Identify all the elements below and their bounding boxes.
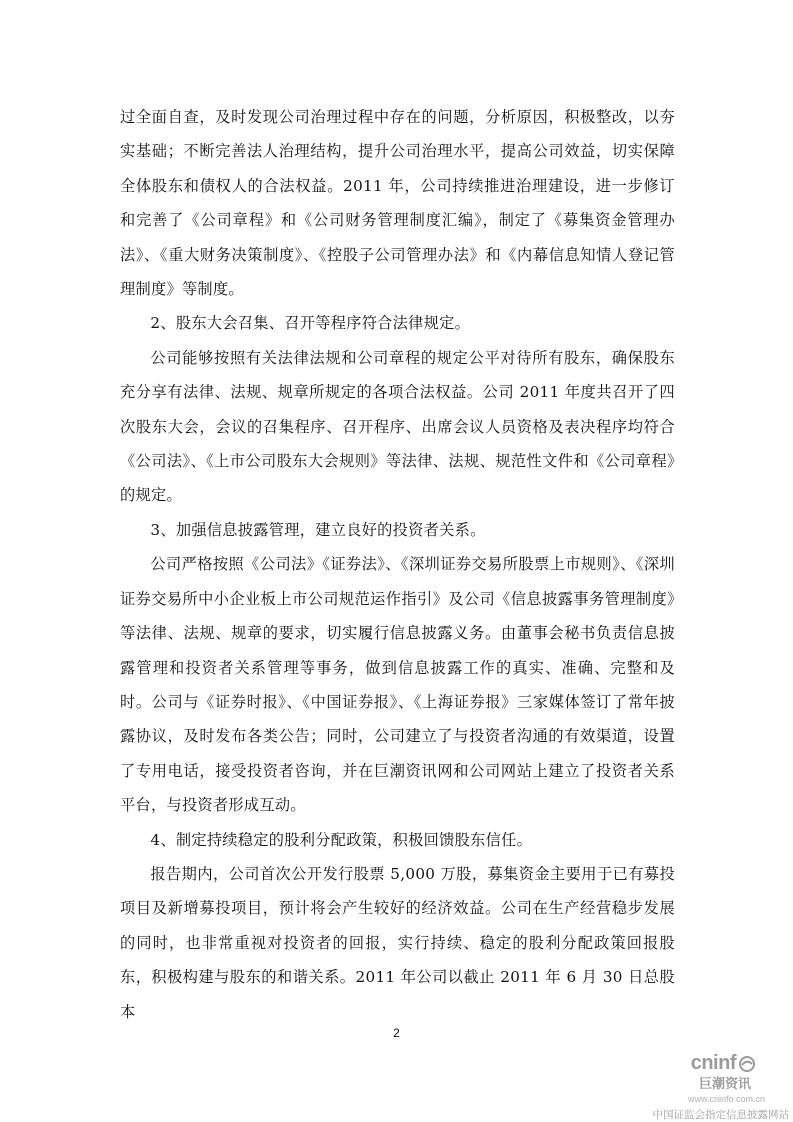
- section-heading-information-disclosure: 3、加强信息披露管理，建立良好的投资者关系。: [150, 520, 486, 539]
- document-body: [120, 100, 675, 1029]
- cninfo-caption: 中国证监会指定信息披露网站: [652, 1109, 789, 1121]
- cninfo-watermark: [639, 1052, 789, 1122]
- section-heading-shareholder-meetings: 2、股东大会召集、召开等程序符合法律规定。: [150, 314, 471, 333]
- paragraph-dividend-policy: 报告期内，公司首次公开发行股票 5,000 万股，募集资金主要用于已有募投项目及新增募投项目，预计将会产生较好的经济效益。公司在生产经营稳步发展的同时，也非常重视对投资者的回报，实行持续、稳定的股利分配政策回报股东，积极构建与股东的和谐关系。2011 年公司以截止 2011 年 6 月 30 日总股本: [120, 864, 675, 1021]
- section-heading-dividend-policy: 4、制定持续稳定的股利分配政策，积极回馈股东信任。: [150, 830, 533, 849]
- cninfo-url: www.cninfo.com.cn: [687, 1094, 765, 1104]
- paragraph-shareholder-meetings: 公司能够按照有关法律法规和公司章程的规定公平对待所有股东，确保股东充分享有法律、法规、规章所规定的各项合法权益。公司 2011 年度共召开了四次股东大会，会议的召集程序、召开程序、出席会议人员资格及表决程序均符合《公司法》、《上市公司股东大会规则》等法律、法规、规范性文件和《公司章程》的规定。: [120, 348, 675, 505]
- cninfo-brand-name: 巨潮资讯: [698, 1076, 751, 1091]
- paragraph-continuation: 过全面自查，及时发现公司治理过程中存在的问题，分析原因，积极整改，以夯实基础；不断完善法人治理结构，提升公司治理水平，提高公司效益，切实保障全体股东和债权人的合法权益。2011 年，公司持续推进治理建设，进一步修订和完善了《公司章程》和《公司财务管理制度汇编》，制定了《募集资金管理办法》、《重大财务决策制度》、《控股子公司管理办法》和《内幕信息知情人登记管理制度》等制度。: [120, 108, 675, 299]
- cninfo-logo-text: cninf: [690, 1052, 736, 1074]
- swirl-icon: [739, 1056, 755, 1072]
- paragraph-information-disclosure: 公司严格按照《公司法》《证券法》、《深圳证券交易所股票上市规则》、《深圳证券交易所中小企业板上市公司规范运作指引》及公司《信息披露事务管理制度》等法律、法规、规章的要求，切实履行信息披露义务。由董事会秘书负责信息披露管理和投资者关系管理等事务，做到信息披露工作的真实、准确、完整和及时。公司与《证券时报》、《中国证券报》、《上海证券报》三家媒体签订了常年披露协议，及时发布各类公告；同时，公司建立了与投资者沟通的有效渠道，设置了专用电话，接受投资者咨询，并在巨潮资讯网和公司网站上建立了投资者关系平台，与投资者形成互动。: [120, 555, 675, 815]
- page-number: 2: [393, 1026, 400, 1040]
- cninfo-logo: [639, 1052, 755, 1075]
